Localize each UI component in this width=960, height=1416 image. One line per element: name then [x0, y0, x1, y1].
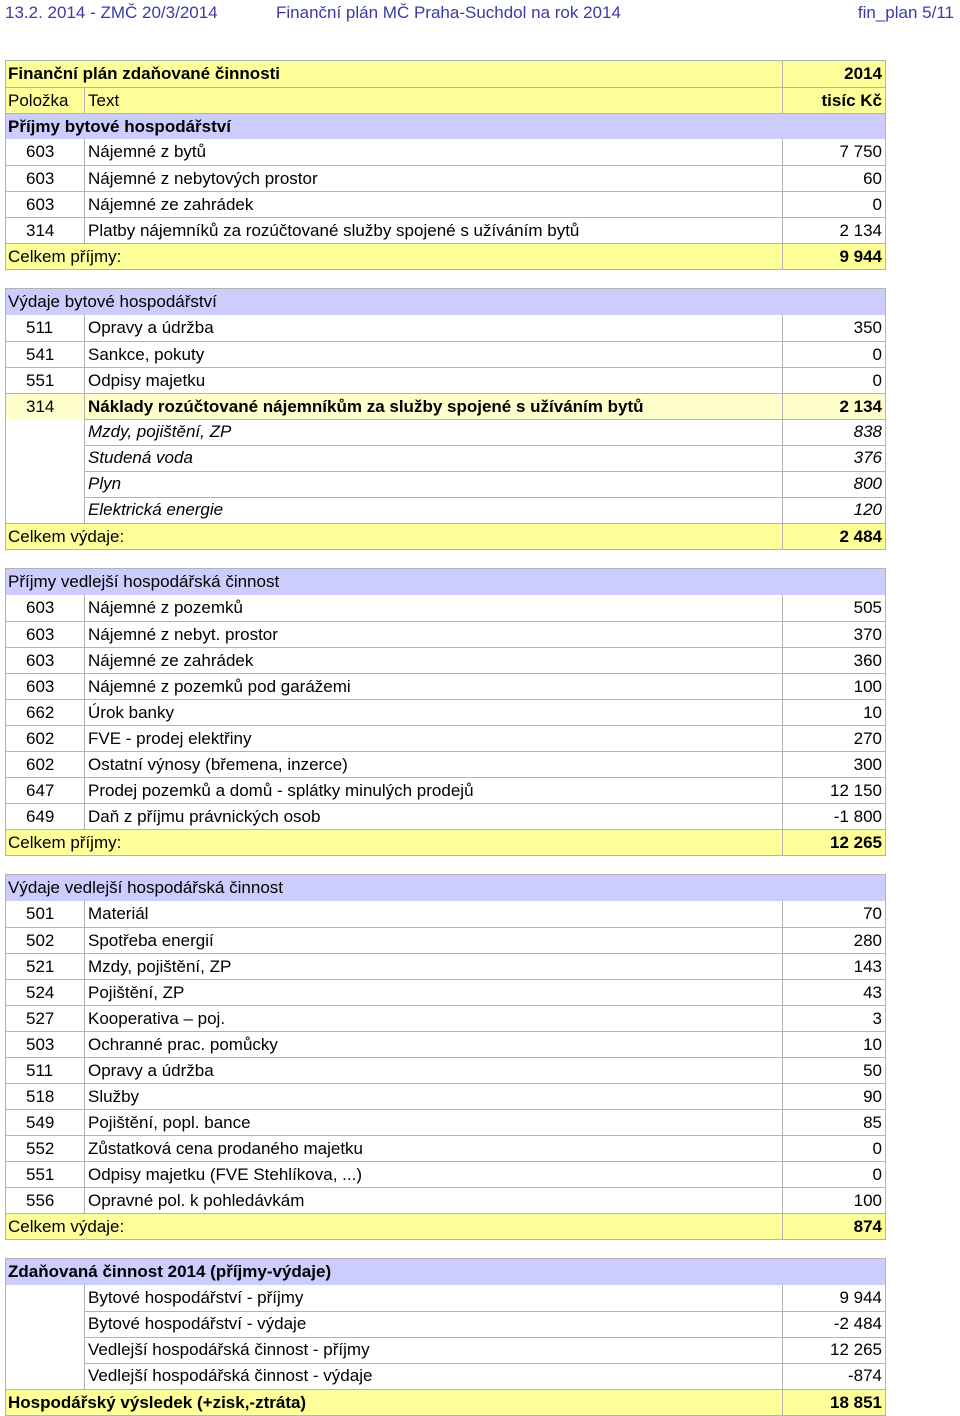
- item-code: 518: [6, 1084, 85, 1109]
- table-row: [6, 497, 885, 523]
- item-code: 314: [6, 394, 85, 419]
- item-text: Vedlejší hospodářská činnost - příjmy: [85, 1337, 783, 1363]
- item-text: Opravy a údržba: [85, 315, 783, 341]
- item-code: 603: [6, 166, 85, 191]
- item-code: [6, 1311, 85, 1337]
- section-housing-expenses: [5, 288, 886, 550]
- item-text: Ostatní výnosy (břemena, inzerce): [85, 752, 783, 777]
- item-code: 603: [6, 595, 85, 621]
- item-text: Nájemné z nebyt. prostor: [85, 622, 783, 647]
- total-row: [6, 829, 885, 855]
- item-code: 511: [6, 315, 85, 341]
- total-label: Celkem příjmy:: [6, 244, 783, 269]
- item-text: Bytové hospodářství - příjmy: [85, 1285, 783, 1311]
- item-value: 360: [853, 651, 882, 670]
- item-text: Služby: [85, 1084, 783, 1109]
- item-value: 0: [872, 195, 882, 214]
- item-value: 10: [863, 1035, 882, 1054]
- item-text: Plyn: [85, 471, 783, 497]
- item-value: 2 134: [839, 221, 882, 240]
- financial-plan-table: [5, 60, 886, 1416]
- total-value: 9 944: [839, 247, 882, 266]
- item-value: 0: [872, 1139, 882, 1158]
- result-value: 18 851: [830, 1393, 882, 1412]
- item-value: 120: [853, 500, 882, 519]
- table-row: [6, 1187, 885, 1213]
- item-value: 300: [853, 755, 882, 774]
- item-text: Opravné pol. k pohledávkám: [85, 1188, 783, 1213]
- item-value: 3: [872, 1009, 882, 1028]
- item-value: 10: [863, 703, 882, 722]
- item-code: [6, 471, 85, 497]
- item-value: 0: [872, 1165, 882, 1184]
- item-text: FVE - prodej elektřiny: [85, 726, 783, 751]
- item-text: Zůstatková cena prodaného majetku: [85, 1136, 783, 1161]
- section-taxable-summary: [5, 1258, 886, 1416]
- item-text: Pojištění, popl. bance: [85, 1110, 783, 1135]
- section-title: Příjmy bytové hospodářství: [8, 117, 231, 136]
- section-title-row: [6, 113, 885, 139]
- table-row: [6, 1135, 885, 1161]
- table-row: [6, 803, 885, 829]
- item-value: 50: [863, 1061, 882, 1080]
- table-row: [6, 191, 885, 217]
- item-text: Opravy a údržba: [85, 1058, 783, 1083]
- item-value: 376: [853, 448, 882, 467]
- item-value: 2 134: [839, 397, 882, 416]
- total-value: 12 265: [830, 833, 882, 852]
- table-row: [6, 901, 885, 927]
- item-code: [6, 1363, 85, 1389]
- result-row: [6, 1389, 885, 1415]
- item-text: Odpisy majetku: [85, 368, 783, 393]
- item-code: 549: [6, 1110, 85, 1135]
- table-row: [6, 595, 885, 621]
- table-row: [6, 1363, 885, 1389]
- item-text: Sankce, pokuty: [85, 342, 783, 367]
- item-code: 556: [6, 1188, 85, 1213]
- item-value: 838: [853, 422, 882, 441]
- item-text: Mzdy, pojištění, ZP: [85, 954, 783, 979]
- item-text: Mzdy, pojištění, ZP: [85, 419, 783, 445]
- table-row: [6, 367, 885, 393]
- item-code: 314: [6, 218, 85, 243]
- item-value: 90: [863, 1087, 882, 1106]
- item-value: 85: [863, 1113, 882, 1132]
- item-code: 503: [6, 1032, 85, 1057]
- item-code: 603: [6, 674, 85, 699]
- table-row: [6, 777, 885, 803]
- section-title-row: [6, 1259, 885, 1285]
- header-title: Finanční plán MČ Praha-Suchdol na rok 2014: [276, 3, 621, 22]
- item-code: [6, 419, 85, 445]
- table-row: [6, 1005, 885, 1031]
- item-value: 370: [853, 625, 882, 644]
- total-row: [6, 523, 885, 549]
- item-value: 270: [853, 729, 882, 748]
- table-row: [6, 1109, 885, 1135]
- item-value: 0: [872, 371, 882, 390]
- item-code: 527: [6, 1006, 85, 1031]
- item-text: Náklady rozúčtované nájemníkům za služby spojené s užíváním bytů: [85, 394, 783, 419]
- table-row: [6, 1057, 885, 1083]
- item-value: 280: [853, 931, 882, 950]
- table-row: [6, 647, 885, 673]
- item-value: 350: [853, 318, 882, 337]
- item-code: 551: [6, 1162, 85, 1187]
- column-header-text: Text: [85, 88, 783, 113]
- item-code: 603: [6, 192, 85, 217]
- table-row: [6, 927, 885, 953]
- item-value: 70: [863, 904, 882, 923]
- section-title-row: [6, 569, 885, 595]
- item-value: -874: [847, 1366, 882, 1385]
- column-header-item: Položka: [6, 88, 85, 113]
- item-text: Materiál: [85, 901, 783, 927]
- item-code: 603: [6, 648, 85, 673]
- result-label: Hospodářský výsledek (+zisk,-ztráta): [6, 1390, 783, 1415]
- item-value: 7 750: [839, 142, 882, 161]
- item-text: Nájemné z pozemků: [85, 595, 783, 621]
- table-row: [6, 315, 885, 341]
- header-page-number: fin_plan 5/11: [857, 3, 954, 22]
- item-text: Nájemné z bytů: [85, 139, 783, 165]
- item-code: 501: [6, 901, 85, 927]
- section-housing-income: [5, 60, 886, 270]
- item-value: 143: [853, 957, 882, 976]
- item-value: 12 150: [830, 781, 882, 800]
- item-value: -2 484: [833, 1314, 882, 1333]
- column-header-unit: tisíc Kč: [821, 91, 882, 110]
- section-side-activity-income: [5, 568, 886, 856]
- item-code: [6, 1285, 85, 1311]
- table-row: [6, 471, 885, 497]
- table-row: [6, 699, 885, 725]
- item-text: Prodej pozemků a domů - splátky minulých prodejů: [85, 778, 783, 803]
- table-row: [6, 1031, 885, 1057]
- item-text: Pojištění, ZP: [85, 980, 783, 1005]
- item-text: Kooperativa – poj.: [85, 1006, 783, 1031]
- item-value: -1 800: [833, 807, 882, 826]
- section-title: Výdaje bytové hospodářství: [8, 292, 217, 311]
- item-code: [6, 497, 85, 523]
- page-header: [0, 0, 960, 28]
- item-code: 603: [6, 622, 85, 647]
- item-code: 541: [6, 342, 85, 367]
- item-text: Nájemné z pozemků pod garážemi: [85, 674, 783, 699]
- total-label: Celkem příjmy:: [6, 830, 783, 855]
- table-year: 2014: [844, 64, 882, 83]
- item-text: Nájemné z nebytových prostor: [85, 166, 783, 191]
- item-code: [6, 1337, 85, 1363]
- item-code: [6, 445, 85, 471]
- header-date: 13.2. 2014 - ZMČ 20/3/2014: [5, 3, 218, 22]
- table-row: [6, 217, 885, 243]
- item-value: 505: [853, 598, 882, 617]
- table-title: Finanční plán zdaňované činnosti: [6, 61, 783, 87]
- item-text: Studená voda: [85, 445, 783, 471]
- section-title-row: [6, 289, 885, 315]
- table-row: [6, 1083, 885, 1109]
- item-text: Ochranné prac. pomůcky: [85, 1032, 783, 1057]
- total-label: Celkem výdaje:: [6, 524, 783, 549]
- item-code: 602: [6, 726, 85, 751]
- item-value: 9 944: [839, 1288, 882, 1307]
- item-code: 551: [6, 368, 85, 393]
- item-text: Elektrická energie: [85, 497, 783, 523]
- column-header-row: [6, 87, 885, 113]
- item-code: 647: [6, 778, 85, 803]
- table-row: [6, 621, 885, 647]
- table-row: [6, 953, 885, 979]
- total-row: [6, 1213, 885, 1239]
- section-title-row: [6, 875, 885, 901]
- item-code: 603: [6, 139, 85, 165]
- item-text: Vedlejší hospodářská činnost - výdaje: [85, 1363, 783, 1389]
- item-value: 0: [872, 345, 882, 364]
- item-code: 602: [6, 752, 85, 777]
- table-row: [6, 445, 885, 471]
- table-row: [6, 673, 885, 699]
- item-value: 12 265: [830, 1340, 882, 1359]
- table-row: [6, 751, 885, 777]
- table-row: [6, 341, 885, 367]
- item-text: Odpisy majetku (FVE Stehlíkova, ...): [85, 1162, 783, 1187]
- table-row: [6, 419, 885, 445]
- table-title-row: [6, 61, 885, 87]
- item-value: 800: [853, 474, 882, 493]
- item-text: Nájemné ze zahrádek: [85, 192, 783, 217]
- item-code: 662: [6, 700, 85, 725]
- section-side-activity-expenses: [5, 874, 886, 1240]
- item-code: 511: [6, 1058, 85, 1083]
- table-row: [6, 979, 885, 1005]
- item-code: 524: [6, 980, 85, 1005]
- table-row: [6, 1161, 885, 1187]
- table-row: [6, 139, 885, 165]
- item-text: Spotřeba energií: [85, 928, 783, 953]
- item-text: Úrok banky: [85, 700, 783, 725]
- item-text: Nájemné ze zahrádek: [85, 648, 783, 673]
- item-value: 100: [853, 1191, 882, 1210]
- item-code: 552: [6, 1136, 85, 1161]
- item-value: 60: [863, 169, 882, 188]
- table-row: [6, 725, 885, 751]
- total-value: 2 484: [839, 527, 882, 546]
- item-text: Platby nájemníků za rozúčtované služby spojené s užíváním bytů: [85, 218, 783, 243]
- total-row: [6, 243, 885, 269]
- item-code: 649: [6, 804, 85, 829]
- item-text: Bytové hospodářství - výdaje: [85, 1311, 783, 1337]
- item-text: Daň z příjmu právnických osob: [85, 804, 783, 829]
- section-title: Zdaňovaná činnost 2014 (příjmy-výdaje): [8, 1262, 332, 1281]
- item-value: 100: [853, 677, 882, 696]
- table-row: [6, 165, 885, 191]
- item-value: 43: [863, 983, 882, 1002]
- table-row-highlight: [6, 393, 885, 419]
- item-code: 521: [6, 954, 85, 979]
- table-row: [6, 1285, 885, 1311]
- item-code: 502: [6, 928, 85, 953]
- table-row: [6, 1311, 885, 1337]
- total-label: Celkem výdaje:: [6, 1214, 783, 1239]
- section-title: Příjmy vedlejší hospodářská činnost: [8, 572, 280, 591]
- total-value: 874: [853, 1217, 882, 1236]
- table-row: [6, 1337, 885, 1363]
- section-title: Výdaje vedlejší hospodářská činnost: [8, 878, 283, 897]
